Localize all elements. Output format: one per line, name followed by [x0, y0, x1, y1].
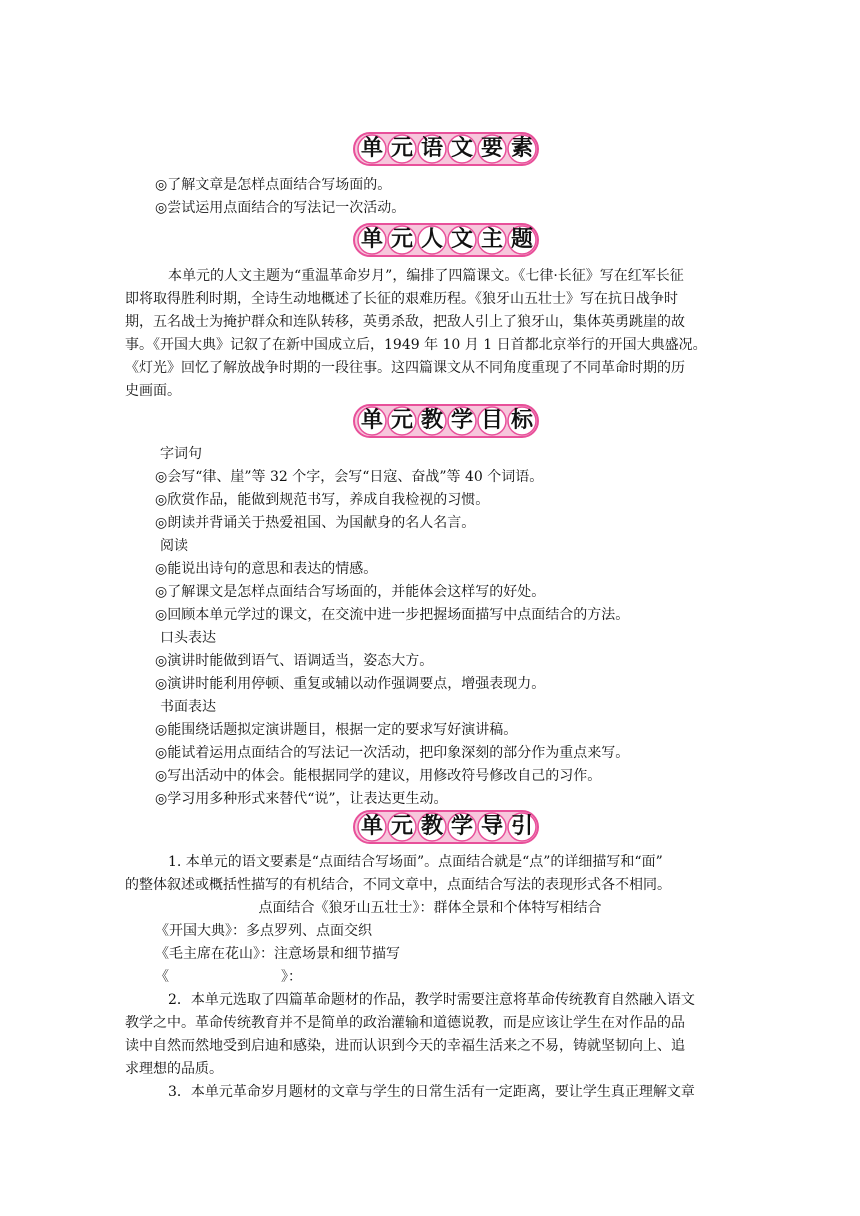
mubiao-heading: 阅读 [160, 538, 188, 554]
zhuti-line: 即将取得胜利时期，全诗生动地概述了长征的艰难历程。《狼牙山五壮士》写在抗日战争时 [125, 291, 678, 307]
banner-char: 人 [420, 227, 443, 252]
banner-char: 目 [480, 408, 503, 433]
mubiao-line: ◎演讲时能做到语气、语调适当，姿态大方。 [155, 653, 434, 669]
banner-char: 引 [510, 814, 533, 839]
daoyin-line: 《毛主席在花山》：注意场景和细节描写 [155, 946, 400, 962]
section-banner-mubiao [352, 403, 540, 439]
banner-char: 主 [480, 227, 503, 252]
banner-char: 教 [420, 814, 443, 839]
daoyin-line: 2．本单元选取了四篇革命题材的作品，教学时需要注意将革命传统教育自然融入语文 [168, 992, 695, 1008]
daoyin-line: 教学之中。革命传统教育并不是简单的政治灌输和道德说教，而是应该让学生在对作品的品 [125, 1015, 685, 1031]
daoyin-line: 求理想的品质。 [125, 1061, 223, 1077]
mubiao-heading: 书面表达 [160, 699, 216, 715]
banner-char: 文 [450, 136, 473, 161]
mubiao-line: ◎能试着运用点面结合的写法记一次活动，把印象深刻的部分作为重点来写。 [155, 745, 630, 761]
daoyin-line: 3．本单元革命岁月题材的文章与学生的日常生活有一定距离，要让学生真正理解文章 [168, 1084, 695, 1100]
banner-char: 元 [390, 408, 413, 433]
daoyin-line: 的整体叙述或概括性描写的有机结合，不同文章中，点面结合写法的表现形式各不相同。 [125, 877, 671, 893]
mubiao-line: ◎朗读并背诵关于热爱祖国、为国献身的名人名言。 [155, 515, 476, 531]
yaosu-line: ◎尝试运用点面结合的写法记一次活动。 [155, 200, 406, 216]
banner-char: 单 [360, 408, 383, 433]
section-banner-yaosu [352, 131, 540, 167]
banner-char: 素 [510, 136, 533, 161]
banner-char: 单 [360, 136, 383, 161]
banner-char: 语 [420, 136, 443, 161]
banner-char: 导 [480, 814, 503, 839]
banner-char: 学 [450, 408, 473, 433]
mubiao-line: ◎学习用多种形式来替代“说”，让表达更生动。 [155, 791, 448, 807]
mubiao-line: ◎演讲时能利用停顿、重复或辅以动作强调要点，增强表现力。 [155, 676, 546, 692]
banner-char: 单 [360, 227, 383, 252]
banner-char: 学 [450, 814, 473, 839]
mubiao-heading: 字词句 [160, 446, 202, 462]
banner-char: 题 [510, 227, 533, 252]
mubiao-line: ◎会写“律、崖”等 32 个字，会写“日寇、奋战”等 40 个词语。 [155, 469, 544, 485]
banner-char: 单 [360, 814, 383, 839]
banner-char: 元 [390, 227, 413, 252]
zhuti-line: 《灯光》回忆了解放战争时期的一段往事。这四篇课文从不同角度重现了不同革命时期的历 [125, 360, 685, 376]
mubiao-line: ◎回顾本单元学过的课文，在交流中进一步把握场面描写中点面结合的方法。 [155, 607, 630, 623]
mubiao-line: ◎能说出诗句的意思和表达的情感。 [155, 561, 378, 577]
zhuti-line: 史画面。 [125, 383, 181, 399]
mubiao-line: ◎能围绕话题拟定演讲题目，根据一定的要求写好演讲稿。 [155, 722, 518, 738]
yaosu-line: ◎了解文章是怎样点面结合写场面的。 [155, 177, 392, 193]
daoyin-blank-line: 《 》： [155, 969, 302, 985]
banner-char: 要 [480, 136, 503, 161]
zhuti-line: 期，五名战士为掩护群众和连队转移，英勇杀敌，把敌人引上了狼牙山，集体英勇跳崖的故 [125, 314, 685, 330]
daoyin-subtitle: 点面结合《狼牙山五壮士》：群体全景和个体特写相结合 [258, 900, 602, 916]
daoyin-line: 《开国大典》：多点罗列、点面交织 [155, 923, 372, 939]
zhuti-line: 本单元的人文主题为“重温革命岁月”，编排了四篇课文。《七律·长征》写在红军长征 [168, 268, 684, 284]
zhuti-line: 事。《开国大典》记叙了在新中国成立后，1949 年 10 月 1 日首都北京举行的开国大典盛况。 [125, 337, 707, 353]
mubiao-line: ◎欣赏作品，能做到规范书写，养成自我检视的习惯。 [155, 492, 490, 508]
mubiao-heading: 口头表达 [160, 630, 216, 646]
banner-char: 教 [420, 408, 443, 433]
mubiao-line: ◎了解课文是怎样点面结合写场面的，并能体会这样写的好处。 [155, 584, 546, 600]
banner-char: 文 [450, 227, 473, 252]
banner-char: 标 [510, 408, 533, 433]
section-banner-daoyin [352, 809, 540, 845]
banner-char: 元 [390, 814, 413, 839]
mubiao-line: ◎写出活动中的体会。能根据同学的建议，用修改符号修改自己的习作。 [155, 768, 602, 784]
banner-char: 元 [390, 136, 413, 161]
daoyin-line: 读中自然而然地受到启迪和感染，进而认识到今天的幸福生活来之不易，铸就坚韧向上、追 [125, 1038, 685, 1054]
section-banner-zhuti [352, 222, 540, 258]
daoyin-line: 1. 本单元的语文要素是“点面结合写场面”。点面结合就是“点”的详细描写和“面” [168, 854, 663, 870]
